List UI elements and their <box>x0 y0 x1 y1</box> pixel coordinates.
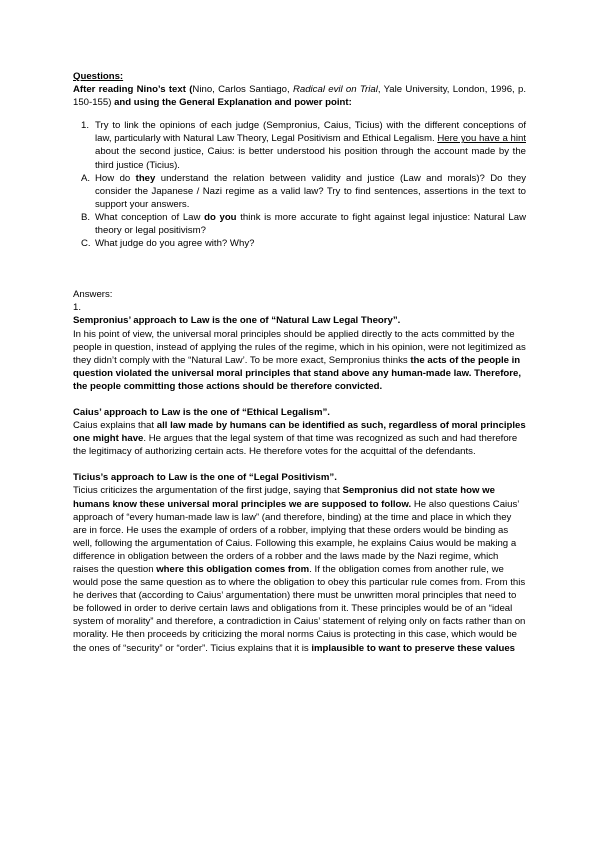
ticius-paragraph: Ticius criticizes the argumentation of the first judge, saying that Sempronius did not state how we humans know these universal moral principles we are supposed to follow. He also questions Caius’ approach of “every human-made law is law” (and therefore, binding) at the time and place in which they are in force. He uses the example of orders of a robber, implying that these orders would be binding as well, following the argumentation of Caius. Following this example, he explains Caius would be making a difference in obligation between the orders of a robber and the laws made by the Nazi regime, which raises the question where this obligation comes from. If the obligation comes from another rule, we would pose the same question as to where the obligation to obey this particular rule comes from. From this he derives that (according to Caius’ argumentation) there must be unwritten moral principles that need to be followed in order to derive certain laws and obligations from it. These principles would be of an “ideal system of morality” and therefore, a contradiction in Caius’ statement of relying only on facts rather than on morality. He then proceeds by criticizing the moral norms Caius is protecting in this case, which would be the ones of “security” or “order”. Ticius explains that it is implausible to want to preserve these values <box>73 485 526 654</box>
sempronius-paragraph: In his point of view, the universal moral principles should be applied directly to the acts committed by the people in question, instead of applying the rules of the regime, which in his opinion, were not legitimized as they didn’t comply with the “Natural Law’. To be more exact, Sempronius thinks the acts of the people in question violated the universal moral principles that stand above any human-made law. Therefore, the people committing those actions should be therefore convicted. <box>73 328 526 392</box>
questions-intro: After reading Nino’s text (Nino, Carlos Santiago, Radical evil on Trial, Yale University, London, 1996, p. 150-155) and using the General Explanation and power point: <box>73 84 527 109</box>
caius-paragraph: Caius explains that all law made by humans can be identified as such, regardless of moral principles one might have. He argues that the legal system of that time was recognized as such and had therefore the legitimacy of authorizing certain acts. He therefore votes for the acquittal of the defendants. <box>73 420 526 458</box>
question-item: C. What judge do you agree with? Why? <box>81 238 255 250</box>
answers-label: Answers: <box>73 289 113 301</box>
questions-list <box>73 119 526 250</box>
document-body <box>73 70 526 655</box>
hint-link[interactable]: Here you have a hint <box>437 133 526 145</box>
questions-heading: Questions: <box>73 71 124 82</box>
question-item: B. What conception of Law do you think is more accurate to fight against legal injustice: Natural Law theory or legal positivism? <box>81 211 526 237</box>
question-item: 1. Try to link the opinions of each judge (Sempronius, Caius, Ticius) with the different conceptions of law, particularly with Natural Law Theory, Legal Positivism and Ethical Legalism. Here you have a hint about the second justice, Caius: is better understood his position through the account made by the third justice (Ticius). <box>81 120 526 171</box>
ticius-heading: Ticius’s approach to Law is the one of “Legal Positivism”. <box>73 472 337 484</box>
answer-number: 1. <box>73 302 82 314</box>
caius-heading: Caius’ approach to Law is the one of “Ethical Legalism”. <box>73 406 330 418</box>
sempronius-heading: Sempronius’ approach to Law is the one of “Natural Law Legal Theory”. <box>73 315 401 327</box>
question-item: A. How do they understand the relation between validity and justice (Law and morals)? Do they consider the Japanese / Nazi regime as a valid law? Try to find sentences, assertions in the text to support your answers. <box>81 172 526 210</box>
